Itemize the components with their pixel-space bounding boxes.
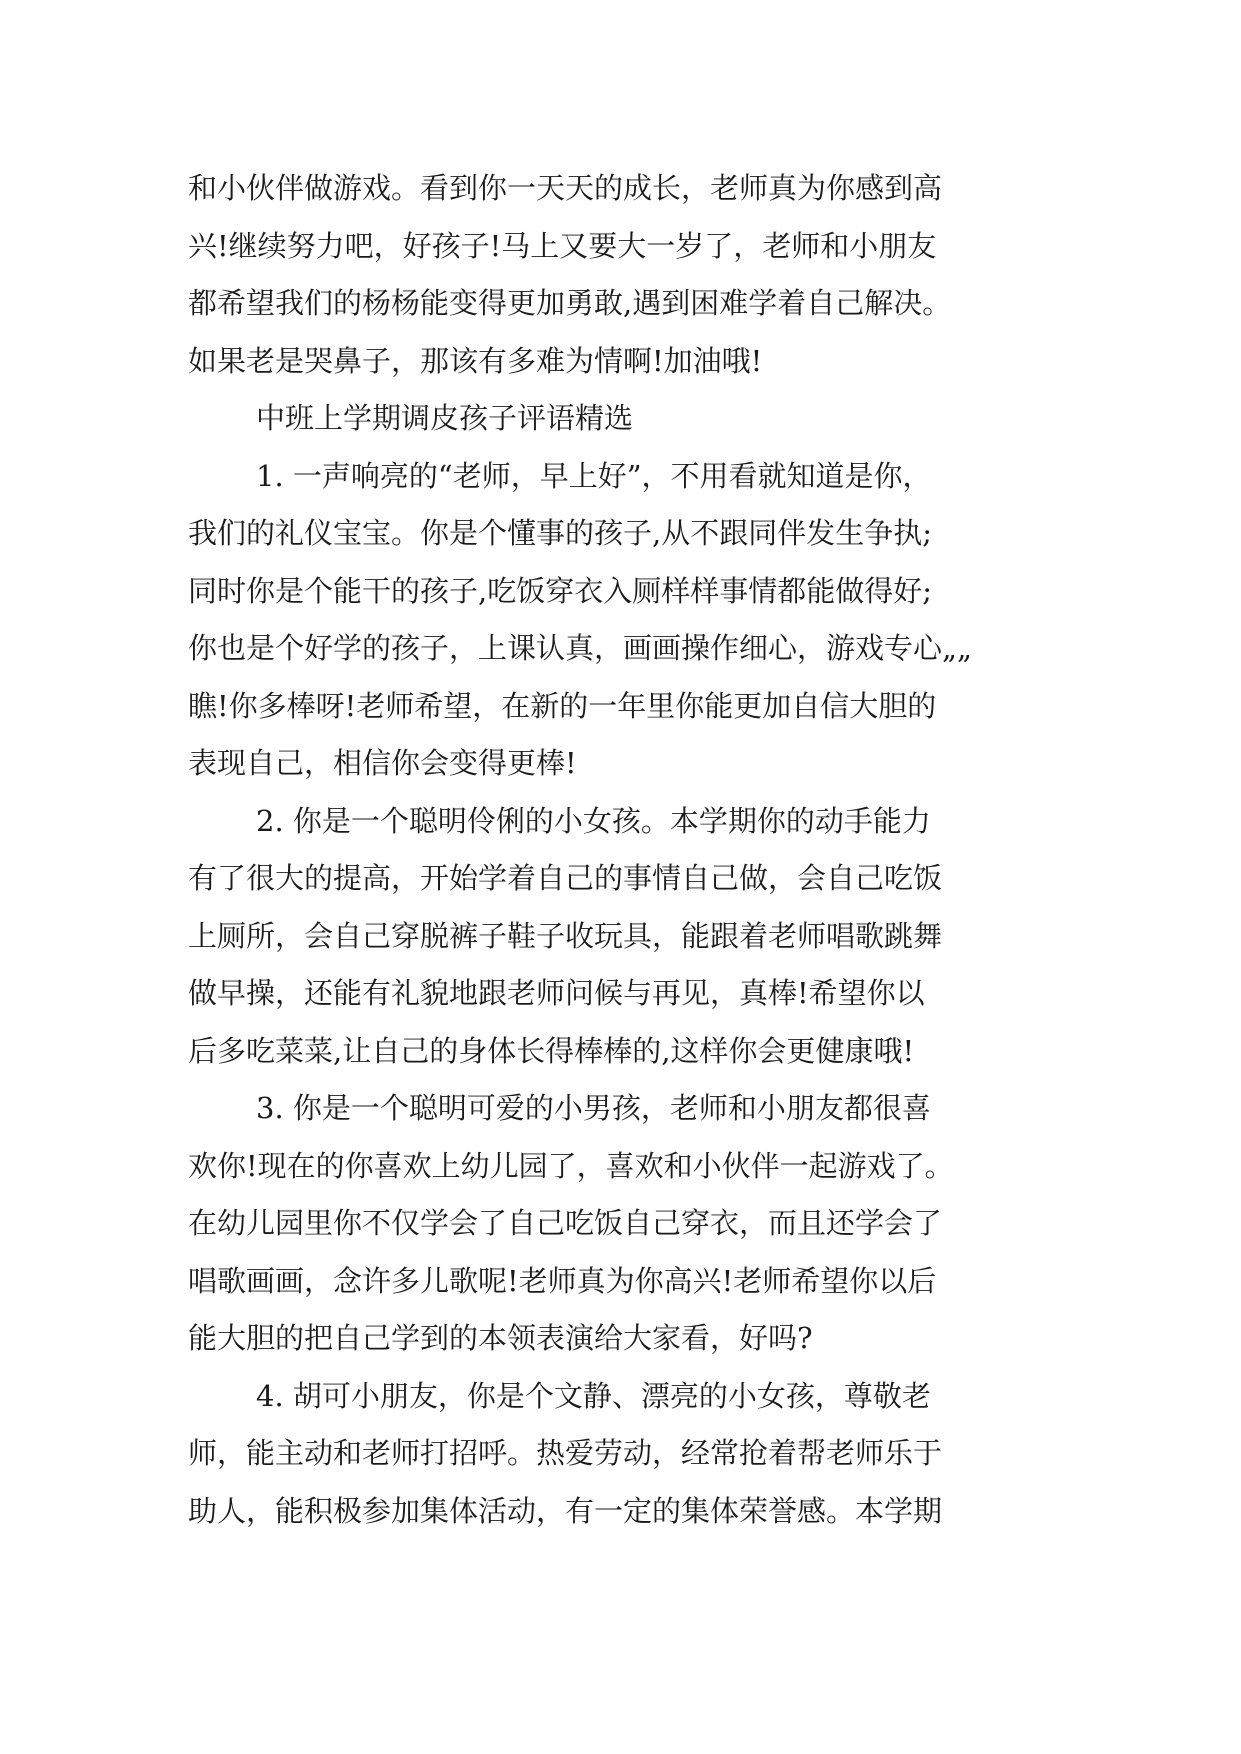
text-line-14: 上厕所，会自己穿脱裤子鞋子收玩具，能跟着老师唱歌跳舞 <box>188 918 943 953</box>
text-line-3: 都希望我们的杨杨能变得更加勇敢,遇到困难学着自己解决。 <box>188 286 952 320</box>
text-line-4: 如果老是哭鼻子，那该有多难为情啊!加油哦! <box>188 343 763 378</box>
document-body <box>188 160 1058 1540</box>
text-line-2: 兴!继续努力吧，好孩子!马上又要大一岁了，老师和小朋友 <box>188 228 937 263</box>
text-line-20: 唱歌画画，念许多儿歌呢!老师真为你高兴!老师希望你以后 <box>188 1263 937 1298</box>
comment-3-first-line: 3. 你是一个聪明可爱的小男孩，老师和小朋友都很喜 <box>256 1091 931 1125</box>
comment-4-first-line: 4. 胡可小朋友，你是个文静、漂亮的小女孩，尊敬老 <box>256 1378 931 1413</box>
text-line-7: 我们的礼仪宝宝。你是个懂事的孩子,从不跟同伴发生争执; <box>188 516 932 550</box>
comment-2-first-line: 2. 你是一个聪明伶俐的小女孩。本学期你的动手能力 <box>256 803 931 838</box>
text-line-19: 在幼儿园里你不仅学会了自己吃饭自己穿衣，而且还学会了 <box>188 1206 943 1240</box>
text-line-21: 能大胆的把自己学到的本领表演给大家看，好吗? <box>188 1321 813 1355</box>
comment-1-first-line: 1. 一声响亮的“老师，早上好”，不用看就知道是你， <box>256 458 932 493</box>
text-line-9: 你也是个好学的孩子，上课认真，画画操作细心，游戏专心„„ <box>188 631 973 665</box>
text-line-11: 表现自己，相信你会变得更棒! <box>188 746 577 780</box>
text-line-13: 有了很大的提高，开始学着自己的事情自己做，会自己吃饭 <box>188 861 943 895</box>
section-heading: 中班上学期调皮孩子评语精选 <box>256 401 634 435</box>
text-line-18: 欢你!现在的你喜欢上幼儿园了，喜欢和小伙伴一起游戏了。 <box>188 1148 954 1183</box>
text-line-15: 做早操，还能有礼貌地跟老师问候与再见，真棒!希望你以 <box>188 976 925 1010</box>
text-line-24: 助人，能积极参加集体活动，有一定的集体荣誉感。本学期 <box>188 1493 943 1528</box>
text-line-10: 瞧!你多棒呀!老师希望，在新的一年里你能更加自信大胆的 <box>188 688 937 723</box>
text-line-23: 师，能主动和老师打招呼。热爱劳动，经常抢着帮老师乐于 <box>188 1436 943 1470</box>
text-line-8: 同时你是个能干的孩子,吃饭穿衣入厕样样事情都能做得好; <box>188 573 932 608</box>
text-line-16: 后多吃菜菜,让自己的身体长得棒棒的,这样你会更健康哦! <box>188 1033 915 1068</box>
text-line-1: 和小伙伴做游戏。看到你一天天的成长，老师真为你感到高 <box>188 171 943 205</box>
